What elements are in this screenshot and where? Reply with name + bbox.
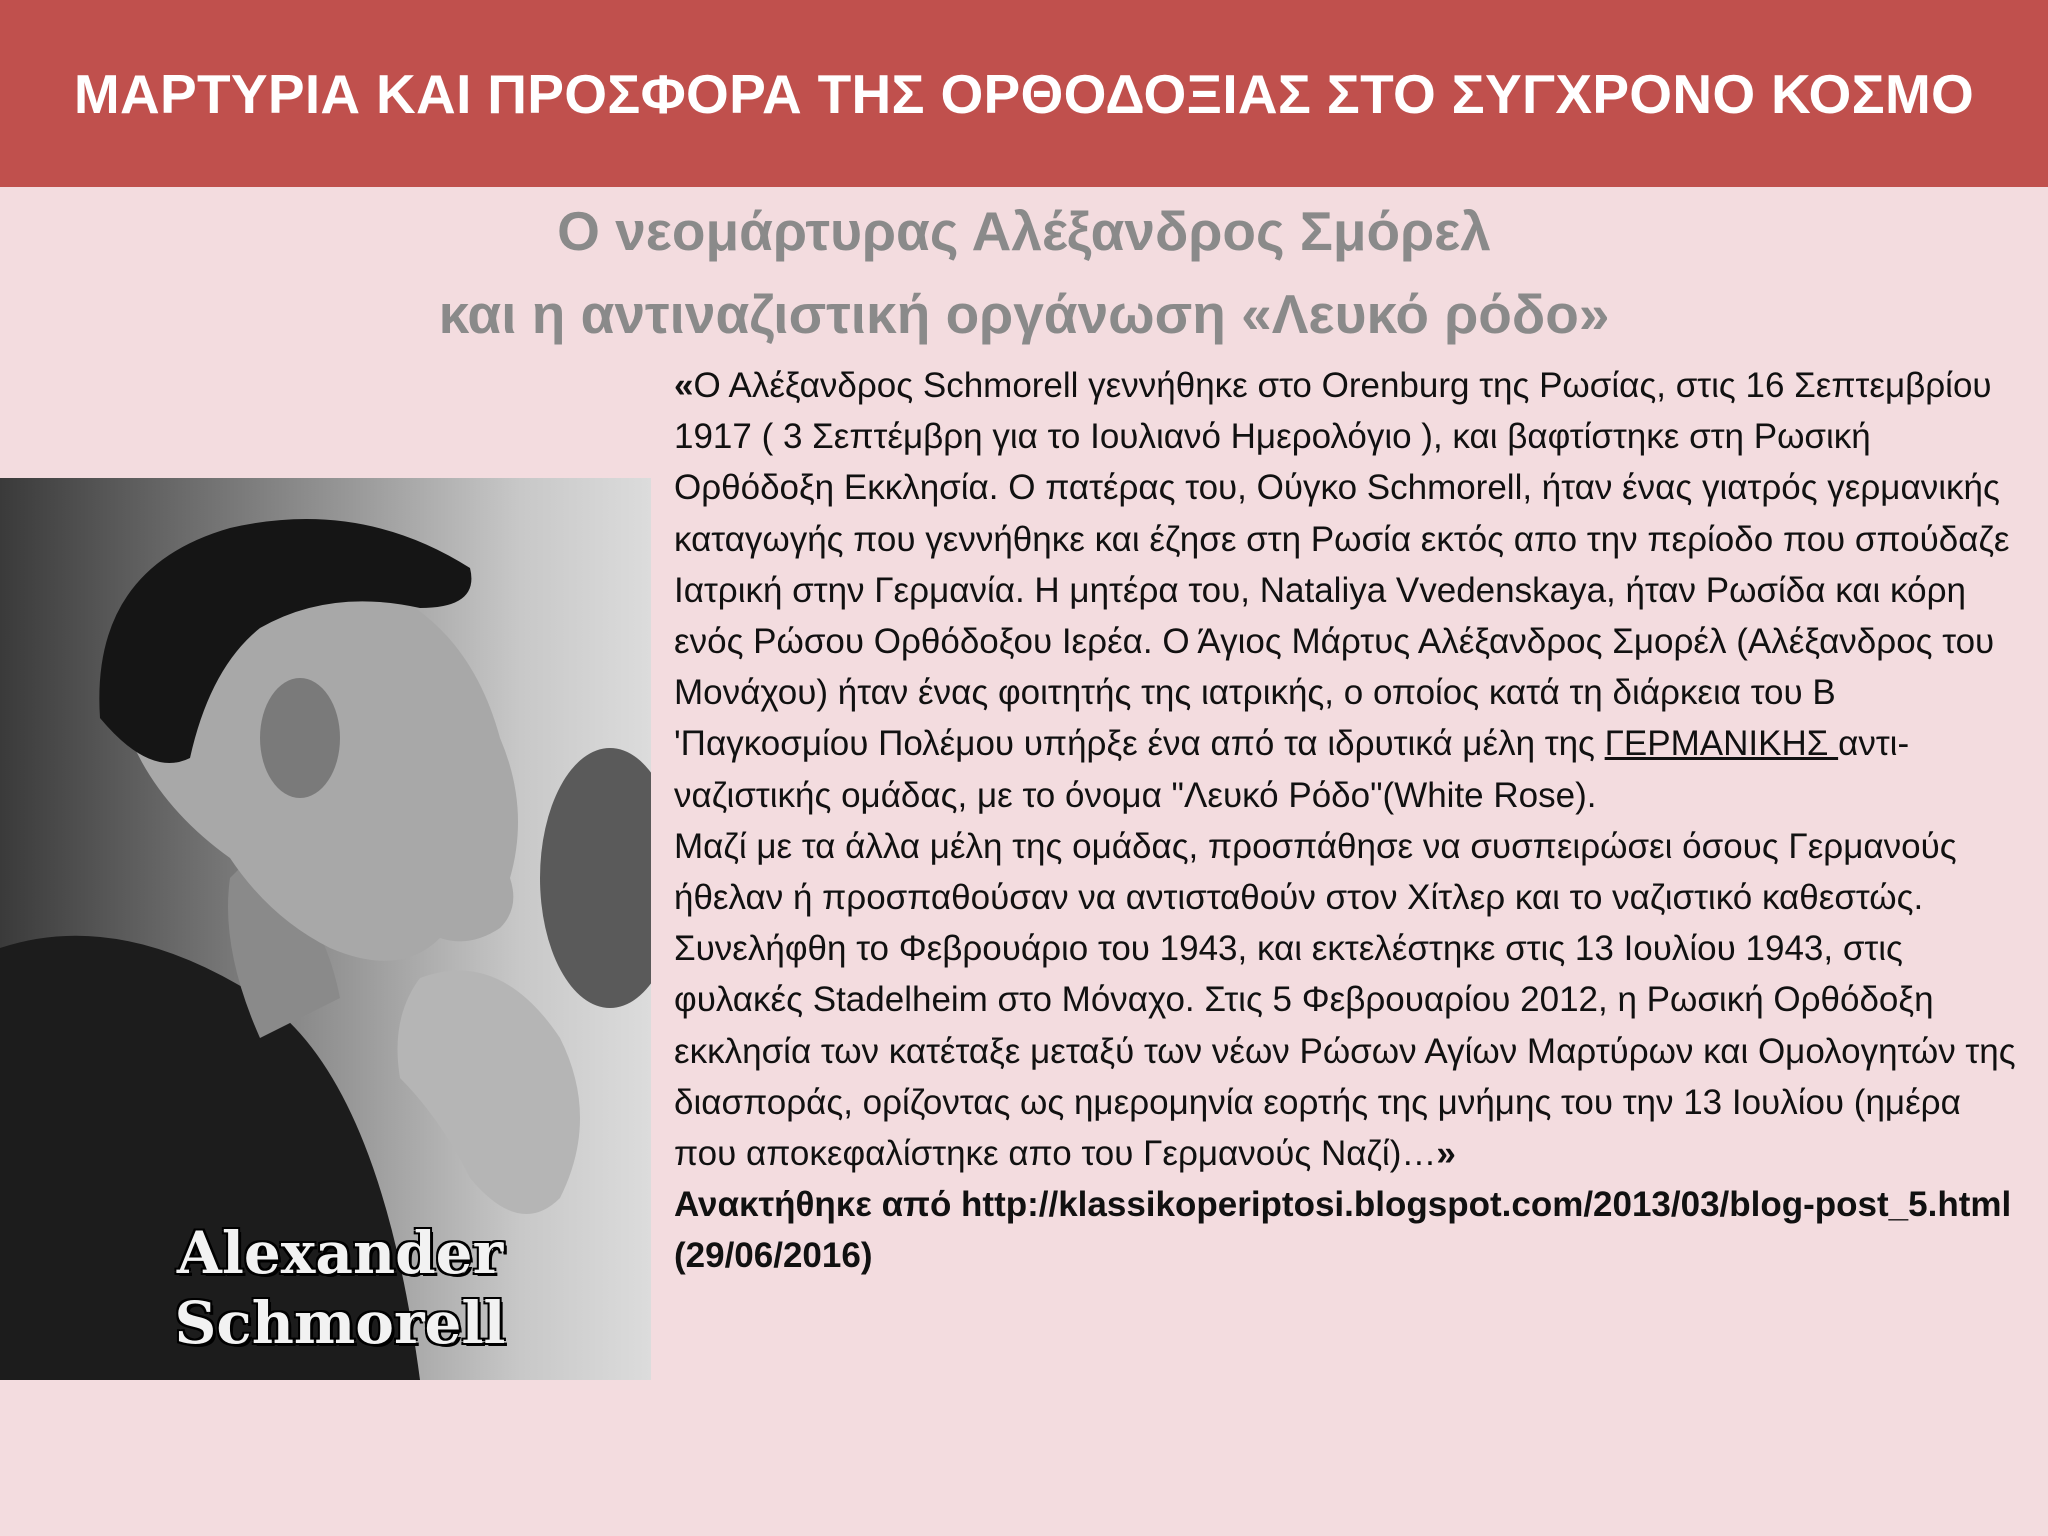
slide-subtitle <box>0 190 2048 356</box>
close-quote: » <box>1436 1134 1456 1174</box>
ear-shape <box>260 678 340 798</box>
paragraph-2: Μαζί με τα άλλα μέλη της ομάδας, προσπάθησε να συσπειρώσει όσους Γερμανούς ήθελαν ή προσπαθούσαν να αντισταθούν στον Χίτλερ και το ναζιστικό καθεστώς. <box>674 826 1957 918</box>
subtitle-line-1: Ο νεομάρτυρας Αλέξανδρος Σμόρελ <box>557 200 1491 262</box>
paragraph-1-text-end: αντι-ναζιστικής ομάδας, με το όνομα "Λευκό Ρόδο"(White Rose). <box>674 724 1910 815</box>
open-quote: « <box>674 366 694 405</box>
article-text <box>674 360 2019 1282</box>
paragraph-1-text: Ο Αλέξανδρος Schmorell γεννήθηκε στο Orenburg της Ρωσίας, στις 16 Σεπτεμβρίου 1917 ( 3 Σεπτέμβρη για το Ιουλιανό Ημερολόγιο ), και βαφτίστηκε στη Ρωσική Ορθόδοξη Εκκλησία. Ο πατέρας του, Ούγκο Schmorell, ήταν ένας γιατρός γερμανικής καταγωγής που γεννήθηκε και έζησε στη Ρωσία εκτός απο την περίοδο που σπούδαζε Ιατρική στην Γερμανία. Η μητέρα του, Nataliya Vvedenskaya, ήταν Ρωσίδα και κόρη ενός Ρώσου Ορθόδοξου Ιερέα. Ο Άγιος Μάρτυς Αλέξανδρος Σμορέλ (Αλέξανδρος του Μονάχου) ήταν ένας φοιτητής της ιατρικής, ο οποίος κατά τη διάρκεια του Β 'Παγκοσμίου Πολέμου υπήρξε ένα από τα ιδρυτικά μέλη της <box>674 366 2010 764</box>
paragraph-3-text: Συνελήφθη το Φεβρουάριο του 1943, και εκτελέστηκε στις 13 Ιουλίου 1943, στις φυλακές Stadelheim στο Μόναχο. Στις 5 Φεβρουαρίου 2012, η Ρωσική Ορθόδοξη εκκλησία των κατέταξε μεταξύ των νέων Ρώσων Αγίων Μαρτύρων και Ομολογητών της διασποράς, ορίζοντας ως ημερομηνία εορτής της μνήμης του την 13 Ιουλίου (ημέρα που αποκεφαλίστηκε απο του Γερμανούς Ναζί)… <box>674 929 2016 1174</box>
underlined-word: ΓΕΡΜΑΝΙΚΗΣ <box>1604 724 1839 764</box>
paragraph-1 <box>674 360 2019 821</box>
header-bar <box>0 0 2048 187</box>
background-figure <box>540 748 651 1008</box>
photo-caption <box>140 1218 540 1358</box>
caption-line-2: Schmorell <box>174 1289 506 1357</box>
portrait-photo <box>0 478 651 1380</box>
source-citation: Ανακτήθηκε από http://klassikoperiptosi.blogspot.com/2013/03/blog-post_5.html (29/06/2016) <box>674 1185 2012 1276</box>
hand-shape <box>398 971 581 1215</box>
slide-title: ΜΑΡΤΥΡΙΑ ΚΑΙ ΠΡΟΣΦΟΡΑ ΤΗΣ ΟΡΘΟΔΟΞΙΑΣ ΣΤΟ ΣΥΓΧΡΟΝΟ ΚΟΣΜΟ <box>73 62 1975 125</box>
subtitle-line-2: και η αντιναζιστική οργάνωση «Λευκό ρόδο» <box>438 283 1610 345</box>
paragraph-3 <box>674 923 2019 1179</box>
caption-line-1: Alexander <box>176 1219 504 1287</box>
